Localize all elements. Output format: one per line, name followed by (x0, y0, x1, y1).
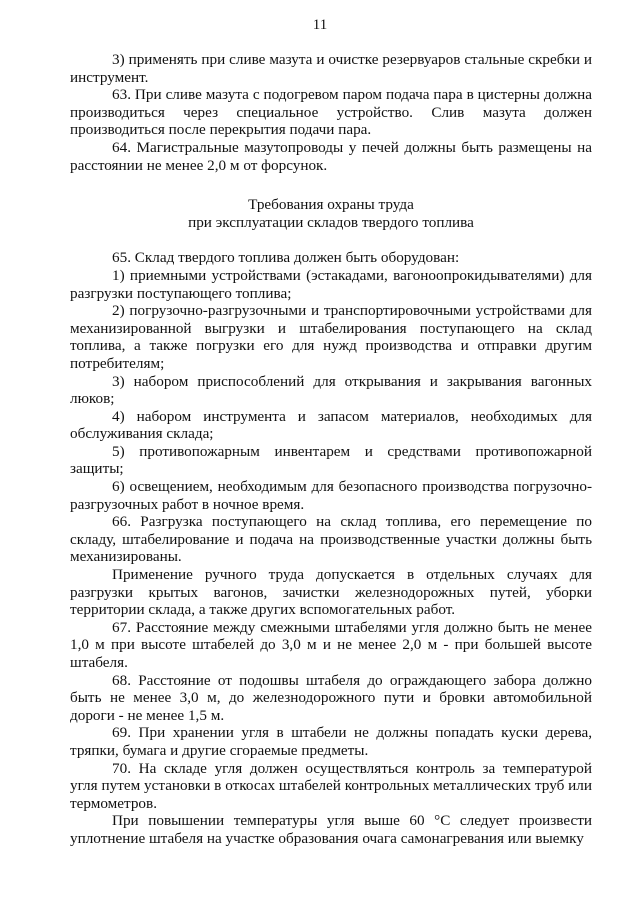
paragraph: 64. Магистральные мазутопроводы у печей должны быть размещены на расстоянии не менее 2,0 м от форсунок. (70, 138, 592, 174)
section-heading-line-2: при эксплуатации складов твердого топлива (188, 213, 474, 231)
paragraph: 1) приемными устройствами (эстакадами, вагоноопрокидывателями) для разгрузки поступающего топлива; (70, 266, 592, 302)
paragraph: 69. При хранении угля в штабели не должны попадать куски дерева, тряпки, бумага и другие сгораемые предметы. (70, 724, 592, 759)
page-number: 11 (312, 17, 328, 33)
paragraph: 65. Склад твердого топлива должен быть оборудован: (112, 249, 460, 267)
paragraph: 66. Разгрузка поступающего на склад топлива, его перемещение по складу, штабелирование и подача на производственные участки должны быть механизированы. (70, 513, 592, 566)
paragraph: 2) погрузочно-разгрузочными и транспортировочными устройствами для механизированной выгрузки и штабелирования поступающего на склад топлива, а также погрузки его для нужд производства и отправки другим потребителям; (70, 302, 592, 372)
paragraph: При повышении температуры угля выше 60 °С следует произвести уплотнение штабеля на участке образования очага самонагревания или выемку (70, 812, 592, 847)
paragraph: 63. При сливе мазута с подогревом паром подача пара в цистерны должна производиться через специальное устройство. Слив мазута должен производиться после перекрытия подачи пара. (70, 86, 592, 139)
paragraph: 6) освещением, необходимым для безопасного производства погрузочно-разгрузочных работ в ночное время. (70, 478, 592, 513)
paragraph: 4) набором инструмента и запасом материалов, необходимых для обслуживания склада; (70, 407, 592, 443)
document-body (70, 51, 592, 848)
paragraph: Применение ручного труда допускается в отдельных случаях для разгрузки крытых вагонов, зачистки железнодорожных путей, уборки территории склада, а также других вспомогательных работ. (70, 566, 592, 619)
paragraph: 70. На складе угля должен осуществляться контроль за температурой угля путем установки в откосах штабелей контрольных металлических труб или термометров. (70, 759, 592, 812)
paragraph: 68. Расстояние от подошвы штабеля до ограждающего забора должно быть не менее 3,0 м, до железнодорожного пути и бровки автомобильной дороги - не менее 1,5 м. (70, 671, 592, 724)
paragraph: 67. Расстояние между смежными штабелями угля должно быть не менее 1,0 м при высоте штабелей до 3,0 м и не менее 2,0 м - при большей высоте штабеля. (70, 618, 592, 671)
section-heading (70, 196, 592, 231)
paragraph: 3) применять при сливе мазута и очистке резервуаров стальные скребки и инструмент. (70, 51, 592, 86)
paragraph: 3) набором приспособлений для открывания и закрывания вагонных люков; (70, 372, 592, 408)
paragraph: 5) противопожарным инвентарем и средствами противопожарной защиты; (70, 442, 592, 478)
section-heading-line-1: Требования охраны труда (248, 196, 414, 214)
